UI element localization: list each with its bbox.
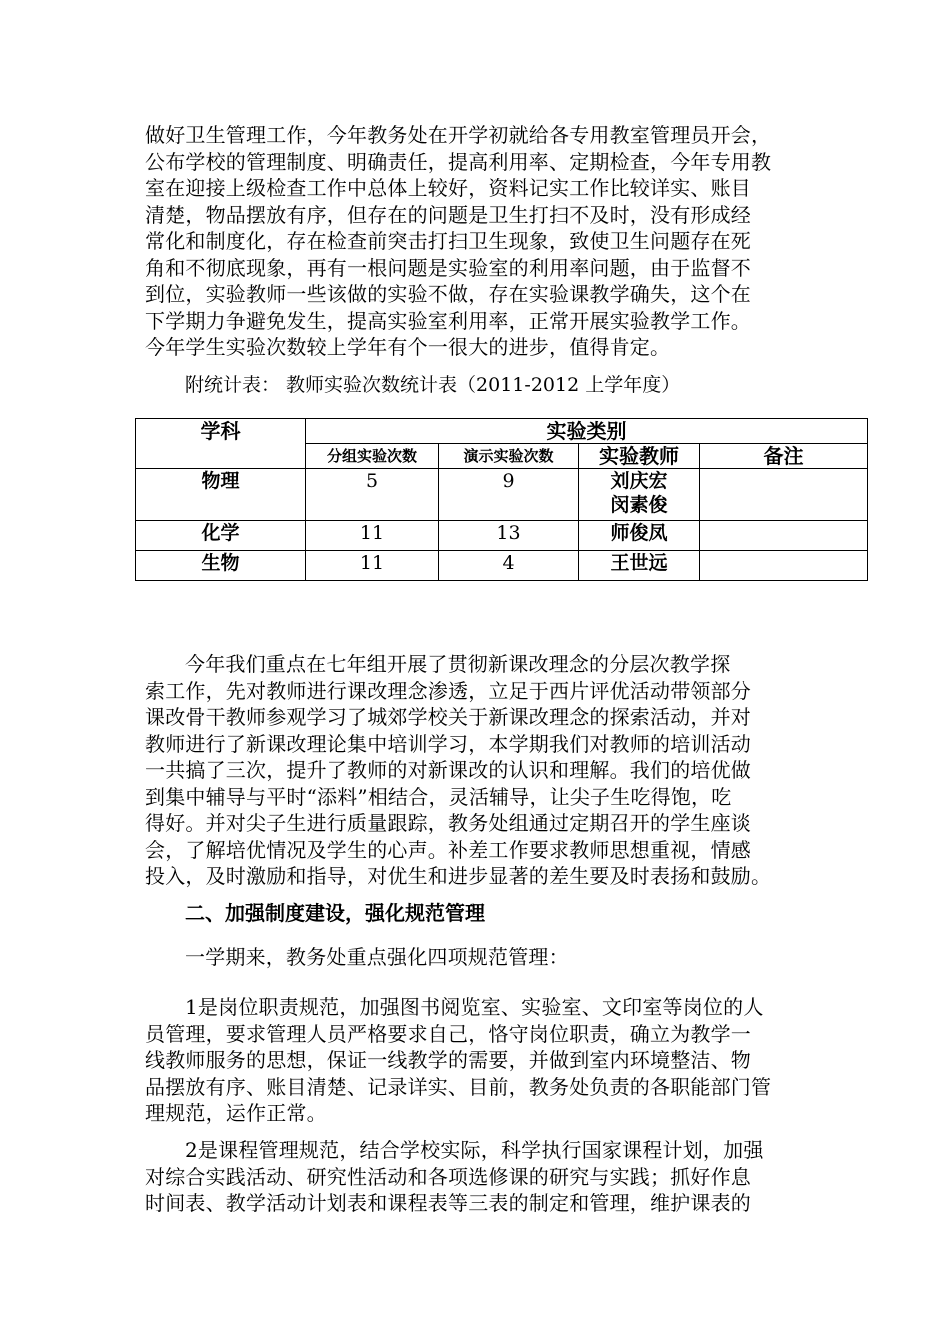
table-row xyxy=(136,469,868,521)
section-heading: 二、加强制度建设，强化规范管理 xyxy=(185,901,485,925)
table-row xyxy=(136,551,868,581)
text-line: 线教师服务的思想，保证一线教学的需要，并做到室内环境整洁、物 xyxy=(145,1048,751,1072)
text-line: 常化和制度化，存在检查前突击打扫卫生现象，致使卫生问题存在死 xyxy=(145,229,751,253)
text-line: 教师进行了新课改理论集中培训学习，本学期我们对教师的培训活动 xyxy=(145,731,751,756)
text-line: 2是课程管理规范，结合学校实际，科学执行国家课程计划，加强 xyxy=(185,1138,764,1162)
text-line: 今年学生实验次数较上学年有个一很大的进步，值得肯定。 xyxy=(145,335,671,359)
text-line: 一共搞了三次，提升了教师的对新课改的认识和理解。我们的培优做 xyxy=(145,758,751,782)
text-line: 会，了解培优情况及学生的心声。补差工作要求教师思想重视，情感 xyxy=(145,837,751,862)
cell-group-count: 5 xyxy=(306,469,439,521)
text-line: 对综合实践活动、研究性活动和各项选修课的研究与实践；抓好作息 xyxy=(145,1164,751,1189)
paragraph-four-norms-intro xyxy=(145,944,825,971)
text-line: 1是岗位职责规范，加强图书阅览室、实验室、文印室等岗位的人 xyxy=(185,995,764,1019)
text-line: 到集中辅导与平时“添料”相结合，灵活辅导，让尖子生吃得饱，吃 xyxy=(145,784,732,809)
cell-teacher: 师俊凤 xyxy=(579,521,700,551)
cell-notes xyxy=(700,551,868,581)
cell-subject: 物理 xyxy=(136,469,306,521)
cell-subject: 化学 xyxy=(136,521,306,551)
header-category: 实验类别 xyxy=(306,419,868,444)
paragraph-hygiene-management xyxy=(145,122,825,361)
header-group-count: 分组实验次数 xyxy=(306,444,439,469)
text-line: 到位，实验教师一些该做的实验不做，存在实验课教学确失，这个在 xyxy=(145,282,751,306)
text-line: 得好。并对尖子生进行质量跟踪，教务处组通过定期召开的学生座谈 xyxy=(145,811,751,835)
text-line: 今年我们重点在七年组开展了贯彻新课改理念的分层次教学探 xyxy=(185,652,731,676)
header-notes: 备注 xyxy=(700,444,868,469)
text-line: 课改骨干教师参观学习了城郊学校关于新课改理念的探索活动，并对 xyxy=(145,705,751,729)
cell-demo-count: 9 xyxy=(439,469,579,521)
table-row xyxy=(136,521,868,551)
text-line: 清楚，物品摆放有序，但存在的问题是卫生打扫不及时，没有形成经 xyxy=(145,202,751,227)
cell-demo-count: 4 xyxy=(439,551,579,581)
text-line: 理规范，运作正常。 xyxy=(145,1101,327,1125)
experiment-stats-table xyxy=(135,418,868,581)
text-line: 时间表、教学活动计划表和课程表等三表的制定和管理，维护课表的 xyxy=(145,1191,751,1215)
paragraph-tiered-teaching xyxy=(145,651,825,890)
text-line: 室在迎接上级检查工作中总体上较好，资料记实工作比较详实、账目 xyxy=(145,176,751,200)
cell-subject: 生物 xyxy=(136,551,306,581)
teacher-name: 闵素俊 xyxy=(610,494,668,516)
teacher-name: 刘庆宏 xyxy=(610,470,668,492)
text-line: 品摆放有序、账目清楚、记录详实、目前，教务处负责的各职能部门管 xyxy=(145,1074,772,1099)
text-line: 公布学校的管理制度、明确责任，提高利用率、定期检查，今年专用教 xyxy=(145,149,772,174)
header-teacher: 实验教师 xyxy=(579,444,700,469)
cell-group-count: 11 xyxy=(306,551,439,581)
text-line: 下学期力争避免发生，提高实验室利用率，正常开展实验教学工作。 xyxy=(145,308,751,333)
text-line: 员管理，要求管理人员严格要求自己，恪守岗位职责，确立为教学一 xyxy=(145,1021,751,1046)
header-subject: 学科 xyxy=(136,419,306,469)
cell-teacher: 王世远 xyxy=(579,551,700,581)
paragraph-curriculum-management xyxy=(145,1137,825,1217)
text-line: 做好卫生管理工作，今年教务处在开学初就给各专用教室管理员开会， xyxy=(145,123,772,147)
cell-teacher xyxy=(579,469,700,521)
paragraph-post-duties xyxy=(145,994,825,1127)
cell-notes xyxy=(700,521,868,551)
text-line: 一学期来，教务处重点强化四项规范管理： xyxy=(185,945,569,969)
cell-demo-count: 13 xyxy=(439,521,579,551)
header-demo-count: 演示实验次数 xyxy=(439,444,579,469)
cell-notes xyxy=(700,469,868,521)
text-line: 角和不彻底现象，再有一根问题是实验室的利用率问题，由于监督不 xyxy=(145,255,751,280)
text-line: 索工作，先对教师进行课改理念渗透，立足于西片评优活动带领部分 xyxy=(145,678,751,703)
table-caption: 附统计表： 教师实验次数统计表（2011-2012 上学年度） xyxy=(185,374,681,396)
cell-group-count: 11 xyxy=(306,521,439,551)
text-line: 投入，及时激励和指导，对优生和进步显著的差生要及时表扬和鼓励。 xyxy=(145,864,772,888)
